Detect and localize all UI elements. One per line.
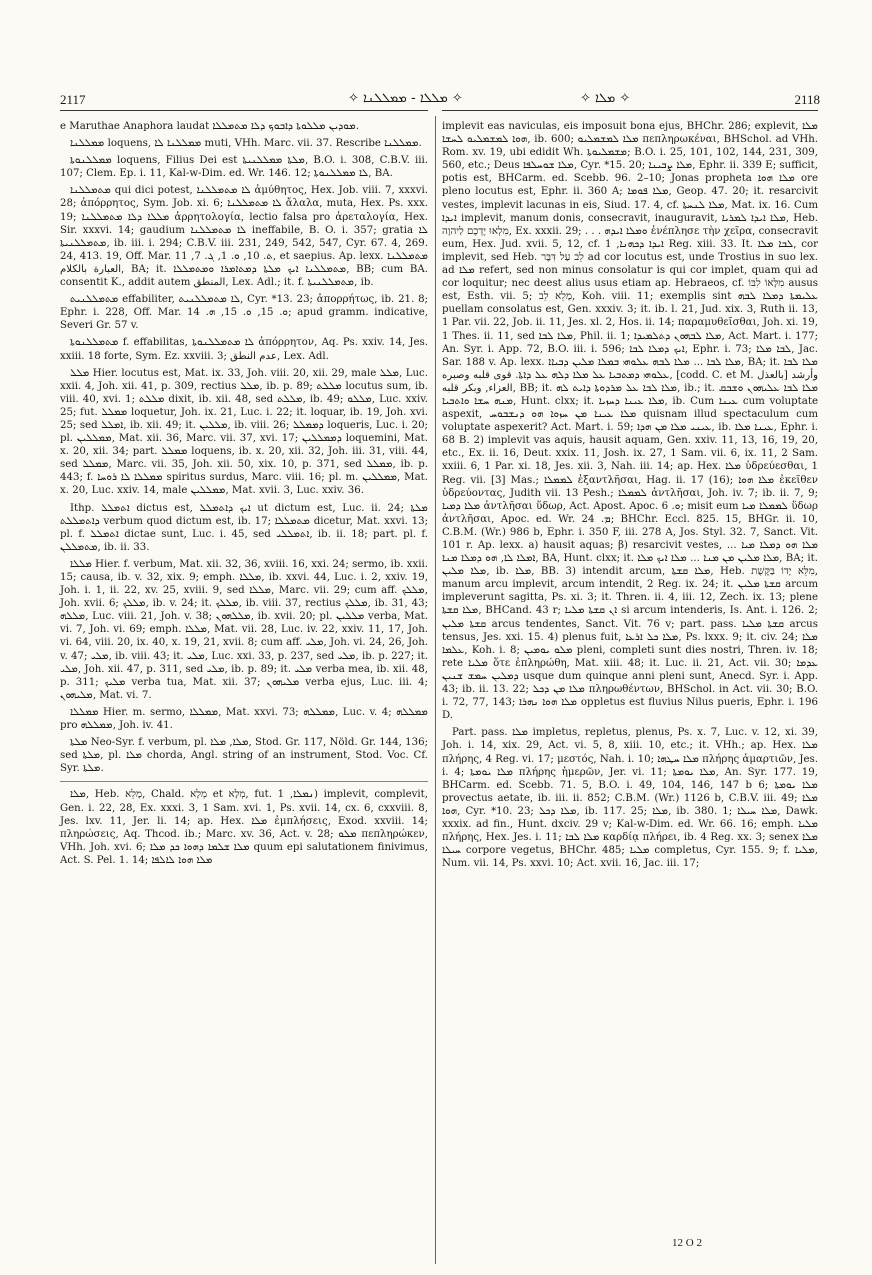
dictionary-entry: ܡܬܡܠܠܢܐ qui dici potest, ܠܐ ܡܬܡܠܠܢܐ ἀμύθητος, Hex. Job. viii. 7, xxxvi. 28; ἀπόρρητος, Sym. Job. xi. 6; ܠܐ ܡܬܡܠܠܢܐ ἄλαλα, muta, Hex. Ps. xxx. 19; ܡܠܠܐ ܕܠܐ ܡܬܡܠܠܢܐ ἀρρητολογία, lectio falsa pro ἀρεταλογία, Hex. Sir. xxxvi. 14; gaudium ܠܐ ܡܬܡܠܠܢܐ ineffabile, B. O. i. 357; gratia ܠܐ ܡܬܡܠܠܢܝܬܐ, ib. iii. i. 294; C.B.V. iii. 231, 249, 542, 547, Cyr. 67. 4, 269. 24, 413. 19, Off. Mar. ܬ. 10, ܘ. 1, ܓ. 7, 11, et saepius. Ap. lexx. ܡܬܡܠܠܢܐ العبارة بالكلام, BA; it. ܡܬܡܠܠܢܐ ܐܝܟ ܡܠܬܐ ܕܡܬܐܡܪܐ ܘܡܬܡܠܠܐ, BB; cum BA. consentit K., addit autem المنطق, Lex. Adl.; it. f. ܡܬܡܠܠܢܝܬܐ, ib. [60,185,429,289]
right-page-number: 2118 [794,92,820,107]
right-running-title: ✧ ܡܠܐ ✧ [580,91,631,106]
dictionary-entry: ܡܬܡܠܠܢܘܬܐ f. effabilitas, ܠܐ ܡܬܡܠܠܢܘܬܐ ἀπόρρητον, Aq. Ps. xxiv. 14, Jes. xxiii. 18 forte, Sym. Ez. xxviii. 3; عدم النطق, Lex. Adl. [60,337,428,362]
dictionary-entry: ܡܡܠܠܢܐ loquens, ܡܡܠܠܢܐ ܠܐ muti, VHh. Marc. vii. 37. Rescribe ܡܡܠܠܢܐ. [70,138,422,150]
column-divider [435,116,436,1264]
dictionary-entry: ܡܠܠܐ Hier. f. verbum, Mat. xii. 32, 36, xviii. 16, xxi. 24; sermo, ib. xxii. 15; causa, ib. v. 32, xix. 9; emph. ܡܠܠܐ, ib. xxvi. 44, Luc. i. 2, xxiv. 19, Joh. i. 1, ii. 22, xv. 25, xviii. 9, sed ܡܠܠܐ, Marc. vii. 29; cum aff. ܡܠܠܟ, Joh. xvii. 6; ܡܠܠܟ, ib. v. 24; it. ܡܠܠܟ, ib. viii. 37, rectius ܡܠܠܟ, ib. 31, 43; ܡܠܠܗ, Luc. viii. 21, Joh. v. 38; ܡܠܠܗܘܢ, ib. xvii. 20; pl. ܡܠܠܝܢ verba, Mat. vi. 7, Joh. vi. 69; emph. ܡܠܠܐ, Mat. vii. 28, Luc. iv. 22, xxiv. 11, 17, Joh. vi. 64, viii. 20, ix. 40, x. 19, 21, xvii. 8; cum aff. ܡܠܝ, Joh. vi. 24, 26, Joh. v. 47; ܡܠܝ, ib. viii. 43; it. ܡܠܝ, Luc. xxi. 33, p. 237, sed ܡܠܝ, ib. p. 227; it. ܡܠܝ, Joh. xii. 47, p. 311, sed ܡܠܝ, ib. p. 89; it. ܡܠܝ verba mea, ib. xii. 48, p. 311; ܡܠܝܟ verba tua, Mat. xii. 37; ܡܠܝܗܘܢ verba ejus, Luc. iii. 4; ܡܠܝܗܘܢ, Mat. vi. 7. [60,558,429,701]
dictionary-entry: ܡܬܡܠܠܢܝܬ effabiliter, ܠܐ ܡܬܡܠܠܢܝܬ, Cyr. *13. 23; ἀπορρήτως, ib. 21. 8; Ephr. i. 228, Off. Mar. ܘ. 15, ܘ. 15, ܗ. 14; apud gramm. indicative, Severi Gr. 57 v. [60,294,428,332]
left-page-number: 2117 [60,92,86,107]
left-running-title: ✧ ܡܠܠܐ - ܡܡܠܠܢܐ ✧ [348,91,463,106]
dictionary-entry: ܡܠܠ Hier. locutus est, Mat. ix. 33, Joh. viii. 20, xii. 29, male ܡܠܠ, Luc. xxii. 4, Joh. xii. 41, p. 309, rectius ܡܠܠ, ib. p. 89; ܡܠܠܬ locutus sum, ib. viii. 40, xvi. 1; ܡܠܠܬ dixit, ib. xii. 48, sed ܡܠܠܬ, ib. 49; ܡܠܠܘ, Luc. xxiv. 25; fut. ܡܡܠܠ loquetur, Joh. ix. 21, Luc. i. 22; it. loquar, ib. 19, Joh. xvi. 25; sed ܐܡܠܠ, ib. xii. 49; it. ܡܠܠܝܢ, ib. viii. 26; ܕܡܡܠܠ loqueris, Luc. i. 20; pl. ܡܡܠܠܝܢ, Mat. xii. 36, Marc. vii. 37, xvi. 17; ܕܡܡܠܠܝܢ loquemini, Mat. x. 20, xii. 34; part. ܡܡܠܠ loquens, ib. x. 20, xii. 32, Joh. iii. 31, viii. 44, sed ܡܡܠܠ, Marc. vii. 35, Joh. xii. 50, xix. 10, p. 371, sed ܡܡܠܠ, ib. p. 443; f. ܡܡܠܠܐ ܠܐ ܪܘܚܐ spiritus surdus, Marc. viii. 16; pl. m. ܡܡܠܠܝܢ, Mat. x. 20, Luc. xxiv. 14, male ܡܡܠܠܝܢ, Mat. xvii. 3, Luc. xxiv. 36. [60,367,429,497]
dictionary-entry: ܡܠܐ, Heb. מָלֵא, Chald. מְלָא et מְלָא, fut. ܢܡܠܐ, 1) implevit, complevit, Gen. i. 22, 28, Ex. xxxi. 3, 1 Sam. xvi. 1, Ps. xvii. 14, cx. 6, cxxviii. 8, Jes. lxv. 11, Jer. li. 14; ap. Hex. ܡܠܐ ἐμπλήσεις, Exod. xxviii. 14; πληρώσεις, Aq. Thcod. ib.; Marc. xv. 36, Act. v. 28; ܡܠܘ πεπληρώκεν, VHh. Joh. xvi. 6; ܡܠܐ ܫܠܡܐ ܕܗܘܐ ܟܕ ܡܠܐ quum epi salutationem finivimus, Act. S. Pel. 1. 14; ܡܠܐ ܗܘܐ ܠܐܠܦܐ [60,781,428,867]
dictionary-entry: ܡܠܬܐ Neo-Syr. f. verbum, pl. ܡܠܐ, ܡܠܐ, Stod. Gr. 117, Nöld. Gr. 144, 136; sed ܡܠܬܐ, pl. ܡܠܐ chorda, Angl. string of an instrument, Stod. Voc. Cf. Syr. ܡܠܬܐ. [60,737,428,775]
header-rule-right [442,110,818,111]
dictionary-entry: implevit eas naviculas, eis imposuit bona ejus, BHChr. 286; explevit, ܡܠܐ ܗܘܐ ܠܡܫܡܠܝܘ ܠܚܫܐ, ib. 600; ܡܠܐ ܠܡܫܡܠܝܘ πεπληρωκέναι, BHSchol. ad VHh. Rom. xv. 19, ubi edidit Wh. ܡܫܡܠܝܘܬܐ; B.O. i. 25, 101, 102, 144, 231, 309, 560, etc.; Deus ܡܠܐ ܫܘܚܠܦܐ, Cyr. *15. 20; ܡܠܐ ܨܒܝܢܐ, Ephr. ii. 339 E; sufficit, potis est, BHCarm. ed. Scebb. 96. 2–10; Jonas propheta ܡܠܐ ܗܘܐ ore pleno locutus est, Ephr. ii. 360 A; ܡܠܐ ܦܘܡܐ, Geop. 47. 20; it. resarcivit vestes, implevit lacunas in eis, Siud. 17. 4, cf. ܡܠܐ ܠܢܚܬܐ, Mat. ix. 16. Cum ܐܝܕܐ implevit, manum donis, consecravit, inauguravit, ܡܠܐ ܐܝܕܐ ܠܡܪܝܐ, Heb. מִלְאוּ יֶדְכֶם לַיהוָה, Ex. xxxii. 29; . . . ܘܡܠܐ ܐܝܕܗ ἐνέπλησε τὴν χεῖρα, consecravit eum, Hex. Jud. xvii. 5, 12, cf. ܐܝܕܐ ܕܟܗܢܐ, 1 Reg. xiii. 33. It. ܠܒܐ ܡܠܐ, cor implevit, sed Heb. לֵב עַל דִּבֶּר ad cor locutus est, unde Trostius in suo lex. ad ܡܠܐ refert, sed non minus consolatur is qui cor implet, quam qui ad cor loquitur; nec deest alius usus etiam ap. Hebraeos, cf. מִלָּאוֹ לִבּוֹ ausus est, Esth. vii. 5; מָלֵא לֵב, Koh. viii. 11; exemplis sint ܥܠܝܡܬܐ ܕܡܠܐ ܠܒܗ puellam consolatus est, Gen. xxxiv. 3; it. ib. l. 21, Jud. xix. 3, Ruth ii. 13, 1 Par. vii. 22, Job. ii. 11, Jes. xl. 2, Hos. ii. 14; παραμυθεῖσθαι, Joh. xi. 19, 1 Thes. ii. 11, sed ܡܠܐ ܠܒܐ, Phil. ii. 1; ܡܠܐ ܠܒܗܘܢ ܕܬܠܡܝܕܐ, Act. Mart. i. 177; An. Syr. i. App. 72, B.O. iii. i. 596; ܐܝܟ ܕܡܠܐ ܠܒܐ, Ephr. i. 73; ܠܒܐ ܡܠܐ, Jac. Sar. 188 v. Ap. lexx. ܡܠܐ ܠܒܐ ... ܡܠܐ ܠܒܗ ܥܠܘܗܝ ܒܡܠܐ ܡܠܝܢ ܕܒܝܐܐ, BA; it. ܡܠܐ ܠܒܐ ܥܠܘܗܝ ܕܡܬܒܝܐ ܥܠ ܡܠܐ ܕܠܗ ܥܠ ܕܐܬܐ. قوى قلبه وصبره, [codd. C. et M. بالعذل] وأرشد العزاء, وبكر قلبه, BB; it. ܡܠܐ ܠܒܐ ܥܠ ܡܪܕܘܬܐ ܕܐܝܬ ܠܗ, ib.; it. ܡܠܐ ܠܒܐ ܥܠܝܗܘܢ ܘܫܒܩ ܡܢܗ ܚܫܐ ܘܐܬܒܝܐ, Hunt. clxx; it. ܡܠܐ ܥܝܢܐ ܕܚܙܝܐ, ib. Cum ܥܝܢܐ cum voluptate aspexit, ܡܠܐ ܥܝܢܐ ܡܢ ܚܙܘܐ ܗܘ ܕܢܫܒܘܚ quisnam illud spectaculum cum voluptate aspexerit? Act. Mart. i. 59; ܥܝܢܝ ܡܠܐ ܡܢ ܗܕܐ, ib. ܥܝܢܐ ܡܠܐ, Ephr. i. 68 B. 2) implevit vas aquis, hausit aquam, Gen. xxiv. 11, 13, 16, 19, 20, etc., Ex. ii. 16, Deut. xxix. 11, Josh. ix. 27, 1 Sam. vii. 6, ix. 11, 2 Sam. xxiii. 6, 1 Par. xi. 18, Jes. xii. 3, Nah. iii. 14; ap. Hex. ܡܠܐ ὑδρεύεσθαι, 1 Reg. vii. [3] Mas.; ܠܡܡܠܐ ἐξαντλῆσαι, Hag. ii. 17 (16); ܡܠܐ ܗܘܐ ἐκεῖθεν ὑδρεύοντας, Judith vii. 13 Pesh.; ܠܡܡܠܐ ἀντλῆσαι, Joh. iv. 7; ib. ii. 7, 9; ܡܠܐ ܕܡܝܐ ἀντλῆσαι ὕδωρ, Act. Apost. Apoc. ܘ. 6; misit eum ܠܡܡܠܐ ܡܝܐ ὕδωρ ἀντλῆσαι, Apoc. ed. Wr. ܡ. 24; BHChr. Eccl. 825. 15, BHGr. ii. 10, C.B.M. (Wr.) 986 b, Ephr. i. 350 F, iii. 278 A, Jos. Styl. 32. 7, Sanct. Vit. 101 r. Ap. lexx. a) hausit aquas; β) resarcivit vestes, ܡܠܐ ܗܘ ܕܡܠܐ ܡܝܐ ... ܐܡܠܐ ܠܐ, ܗܘ ܕܡܠܐ ܡܢܐ, BA, Hunt. clxx; it. ܡܠܐ ܡܠܝܢ ܡܢ ܡܢܐ ... ܡܠܐ ܐܝܟ ܡܠܐ, BA; it. ܡܠܐ ܡܠܝܢ, ib. ܡܠܐ, BB. 3) intendit arcum, ܡܠܐ ܩܫܬܐ, Heb. מִלֵּא יָדוֹ בַּקֶּשֶׁת, manum arcu implevit, arcum intendit, 2 Reg. ix. 24; it. ܩܫܬܐ ܡܠܝܢ arcum impleverunt sagitta, Ps. xi. 3; it. Thren. ii. 4, iii. 12, Zech. ix. 13; plene ܡܠܐ ܩܫܬܐ, BHCand. 43 r; ܐܢ ܩܫܬܐ ܡܠܝܐ si arcum intenderis, Is. Ant. i. 126. 2; ܩܫܬܐ ܡܠܝܢ arcus tendentes, Sanct. Vit. 76 v; part. pass. ܩܫܬܐ ܡܠܝܐ arcus tensus, Jes. xxi. 15. 4) plenus fuit, ܡܠܐ ܟܠ ܐܪܥܐ, Ps. lxxx. 9; it. civ. 24; ܡܠܐ ܥܠܡܐ, Koh. i. 8; ܡܠܘ ܝܘܡܝܢ pleni, completi sunt dies nostri, Thren. iv. 18; rete ܡܠܝܐ ὅτε ἐπληρώθη, Mat. xiii. 48; it. Luc. ii. 21, Act. vii. 30; ܥܕܡܐ ܕܡܠܝܢ ܚܡܫ ܫܢܝܢ usque dum quinque anni pleni sunt, Anecd. Syr. i. App. 43; ib. ii. 13. 22; ܡܠܐ ܡܢ ܕܟܠ πληρωθέντων, BHSchol. in Act. vii. 30; B.O. i. 72, 77, 143; ܡܠܐ ܗܘܐ ܢܗܪܐ oppletus est fluvius Nilus pueris, Ephr. i. 196 D. [442,121,819,722]
right-column [442,120,818,874]
dictionary-entry: e Maruthae Anaphora laudat ܡܘܕܝܢ ܡܠܠܘܬܐ ܕܐܒܘܟ ܕܠܐ ܡܬܡܠܠܐ. [60,121,360,132]
dictionary-entry: Part. pass. ܡܠܐ impletus, repletus, plenus, Ps. x. 7, Luc. v. 12, xi. 39, Joh. i. 14, xix. 29, Act. vi. 5, 8, xiii. 10, etc.; it. VHh.; ap. Hex. ܡܠܐ πλήρης, 4 Reg. vi. 17; μεστός, Nah. i. 10; ܡܠܐ ܚܛܗܐ πλήρης ἁμαρτιῶν, Jes. i. 4; ܡܠܐ ܝܘܡܬܐ πλήρης ἡμερῶν, Jer. vi. 11; ܡܠܐ ܝܘܡܬܐ, An. Syr. 177. 19, BHCarm. ed. Scebb. 71. 5, B.O. i. 49, 104, 146, 147 b 6; ܡܠܐ ܝܘܡܬܐ provectus aetate, ib. iii. ii. 852; C.B.M. (Wr.) 1126 b, C.B.V. iii. 49; ܡܠܐ ܗܘܐ, Cyr. *10. 23; ܡܠܐ ܕܟܠ, ib. 117. 25; ܡܠܐ, ib. 380. 1; ܡܠܐ ܚܝܠܐ, Dawk. xxxix. ad fin., Hunt. dxciv. 29 v; Kal-w-Dim. ed. Wr. 66. 16; emph. ܡܠܝܐ πλήρης, Hex. Jes. i. 11; ܡܠܐ ܠܒܐ καρδίᾳ πλήρει, ib. 4 Reg. xx. 3; senex ܡܠܐ ܚܝܠܐ corpore vegetus, BHChr. 485; ܡܠܝܐ completus, Cyr. 155. 9; f. ܡܠܝܐ, Num. vii. 14, Ps. xxvi. 10; Act. xvii. 16, Jac. iii. 17; [442,727,819,870]
dictionary-entry: Ithp. ܐܬܡܠܠ dictus est, ܐܝܟ ܕܐܬܡܠܠ ut dictum est, Luc. ii. 24; ܡܠܬܐ ܕܐܬܡܠܠܬ verbum quod dictum est, ib. 17; ܡܬܡܠܠܐ dicetur, Mat. xxvi. 13; pl. f. ܐܬܡܠܠ dictae sunt, Luc. i. 45, sed ܐܬܡܠܠܝ, ib. ii. 18; part. pl. f. ܡܬܡܠܠܢ, ib. ii. 33. [60,502,429,553]
dictionary-entry: ܡܡܠܠܐ Hier. m. sermo, ܡܡܠܠܐ, Mat. xxvi. 73; ܡܡܠܠܗ, Luc. v. 4; ܡܡܠܠܗ pro ܡܡܠܠܗ, Joh. iv. 41. [60,706,428,732]
header-rule-left [60,110,428,111]
left-column [60,120,428,871]
page-header [0,0,872,112]
signature-mark: 12 O 2 [672,1237,702,1249]
dictionary-entry: ܡܡܠܠܢܘܬܐ loquens, Filius Dei est ܡܠܬܐ ܡܡܠܠܢܝܬܐ, B.O. i. 308, C.B.V. iii. 107; Clem. Ep. i. 11, Kal-w-Dim. ed. Wr. 146. 12; ܠܐ ܡܡܠܠܢܘܬܐ, BA. [60,155,428,180]
